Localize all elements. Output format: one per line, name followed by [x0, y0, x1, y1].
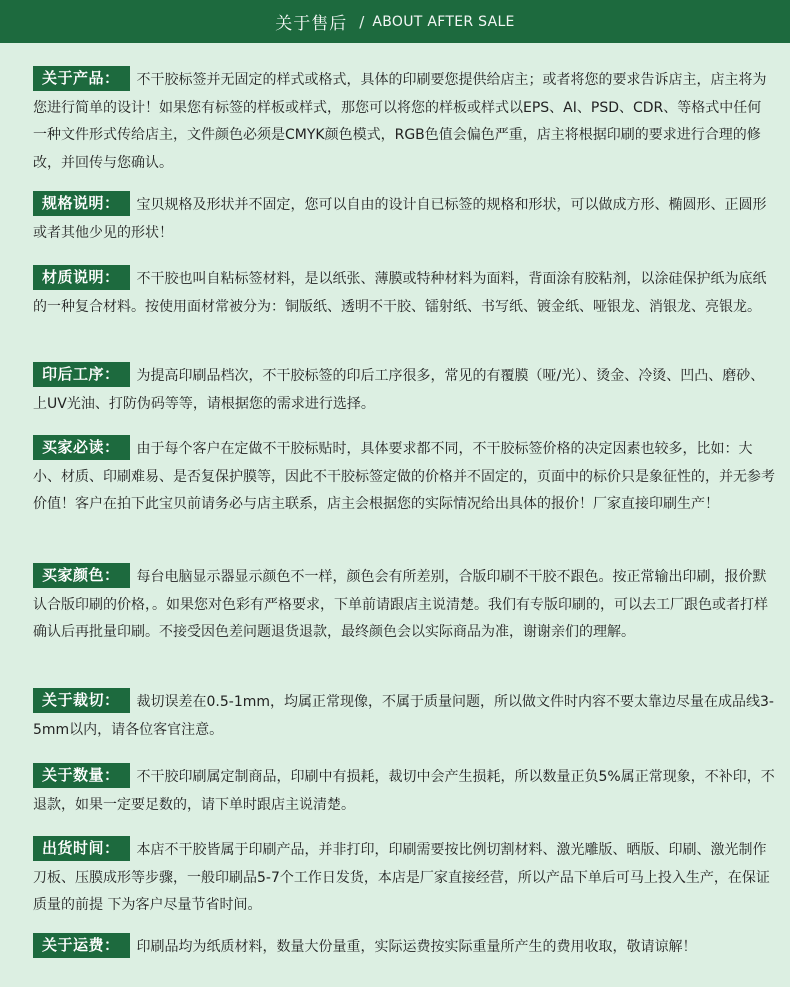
- section-buyer-notice: [33, 435, 775, 519]
- section-about-product: [33, 66, 775, 177]
- section-label: 规格说明：: [33, 191, 130, 216]
- header-divider: /: [359, 12, 365, 31]
- section-text: 印刷品均为纸质材料，数量大份量重，实际运费按实际重量所产生的费用收取，敬请谅解！: [136, 939, 697, 955]
- section-label: 关于运费：: [33, 933, 130, 958]
- section-shipping-time: [33, 836, 775, 920]
- section-label: 买家必读：: [33, 435, 130, 460]
- header-title-cn: 关于售后: [275, 14, 348, 34]
- section-post-process: [33, 362, 775, 418]
- header-title-en: ABOUT AFTER SALE: [372, 13, 515, 30]
- section-text: 由于每个客户在定做不干胶标贴时，具体要求都不同，不干胶标签价格的决定因素也较多，比如：大小、材质、印刷难易、是否复保护膜等，因此不干胶标签定做的价格并不固定的，页面中的标价只是象征性的，并无参考价值！客户在拍下此宝贝前请务必与店主联系，店主会根据您的实际情况给出具体的报价！厂家直接印刷生产！: [33, 441, 775, 512]
- section-text: 不干胶印刷属定制商品，印刷中有损耗，裁切中会产生损耗，所以数量正负5%属正常现象，不补印，不退款，如果一定要足数的，请下单时跟店主说清楚。: [33, 769, 775, 813]
- section-shipping-fee: [33, 933, 775, 962]
- section-text: 为提高印刷品档次，不干胶标签的印后工序很多，常见的有覆膜（哑/光）、烫金、冷烫、凹凸、磨砂、上UV光油、打防伪码等等，请根据您的需求进行选择。: [33, 368, 765, 412]
- section-material: [33, 265, 775, 321]
- section-spec: [33, 191, 775, 247]
- section-buyer-color: [33, 563, 775, 647]
- section-text: 每台电脑显示器显示颜色不一样，颜色会有所差别，合版印刷不干胶不跟色。按正常输出印刷，报价默认合版印刷的价格，。如果您对色彩有严格要求，下单前请跟店主说清楚。我们有专版印刷的，可以去工厂跟色或者打样确认后再批量印刷。不接受因色差问题退货退款，最终颜色会以实际商品为准，谢谢亲们的理解。: [33, 569, 768, 640]
- section-text: 不干胶标签并无固定的样式或格式，具体的印刷要您提供给店主；或者将您的要求告诉店主，店主将为您进行简单的设计！如果您有标签的样板或样式，那您可以将您的样板或样式以EPS、AI、PSD、CDR、等格式中任何一种文件形式传给店主，文件颜色必须是CMYK颜色模式，RGB色值会偏色严重，店主将根据印刷的要求进行合理的修改，并回传与您确认。: [33, 72, 767, 171]
- section-text: 裁切误差在0.5-1mm，均属正常现像，不属于质量问题，所以做文件时内容不要太靠边尽量在成品线3-5mm以内，请各位客官注意。: [33, 694, 774, 738]
- section-label: 买家颜色：: [33, 563, 130, 588]
- section-cutting: [33, 688, 775, 744]
- header-banner: [0, 0, 790, 43]
- section-text: 本店不干胶皆属于印刷产品，并非打印，印刷需要按比例切割材料、激光雕版、晒版、印刷、激光制作刀板、压膜成形等步骤，一般印刷品5-7个工作日发货，本店是厂家直接经营，所以产品下单后可马上投入生产，在保证质量的前提 下为客户尽量节省时间。: [33, 842, 770, 913]
- section-text: 宝贝规格及形状并不固定，您可以自由的设计自已标签的规格和形状，可以做成方形、椭圆形、正圆形或者其他少见的形状！: [33, 197, 767, 241]
- section-label: 材质说明：: [33, 265, 130, 290]
- section-label: 印后工序：: [33, 362, 130, 387]
- section-label: 关于裁切：: [33, 688, 130, 713]
- section-text: 不干胶也叫自粘标签材料，是以纸张、薄膜或特种材料为面料，背面涂有胶粘剂，以涂硅保护纸为底纸的一种复合材料。按使用面材常被分为：铜版纸、透明不干胶、镭射纸、书写纸、镀金纸、哑银龙、消银龙、亮银龙。: [33, 271, 767, 315]
- section-label: 出货时间：: [33, 836, 130, 861]
- section-label: 关于产品：: [33, 66, 130, 91]
- section-label: 关于数量：: [33, 763, 130, 788]
- section-quantity: [33, 763, 775, 819]
